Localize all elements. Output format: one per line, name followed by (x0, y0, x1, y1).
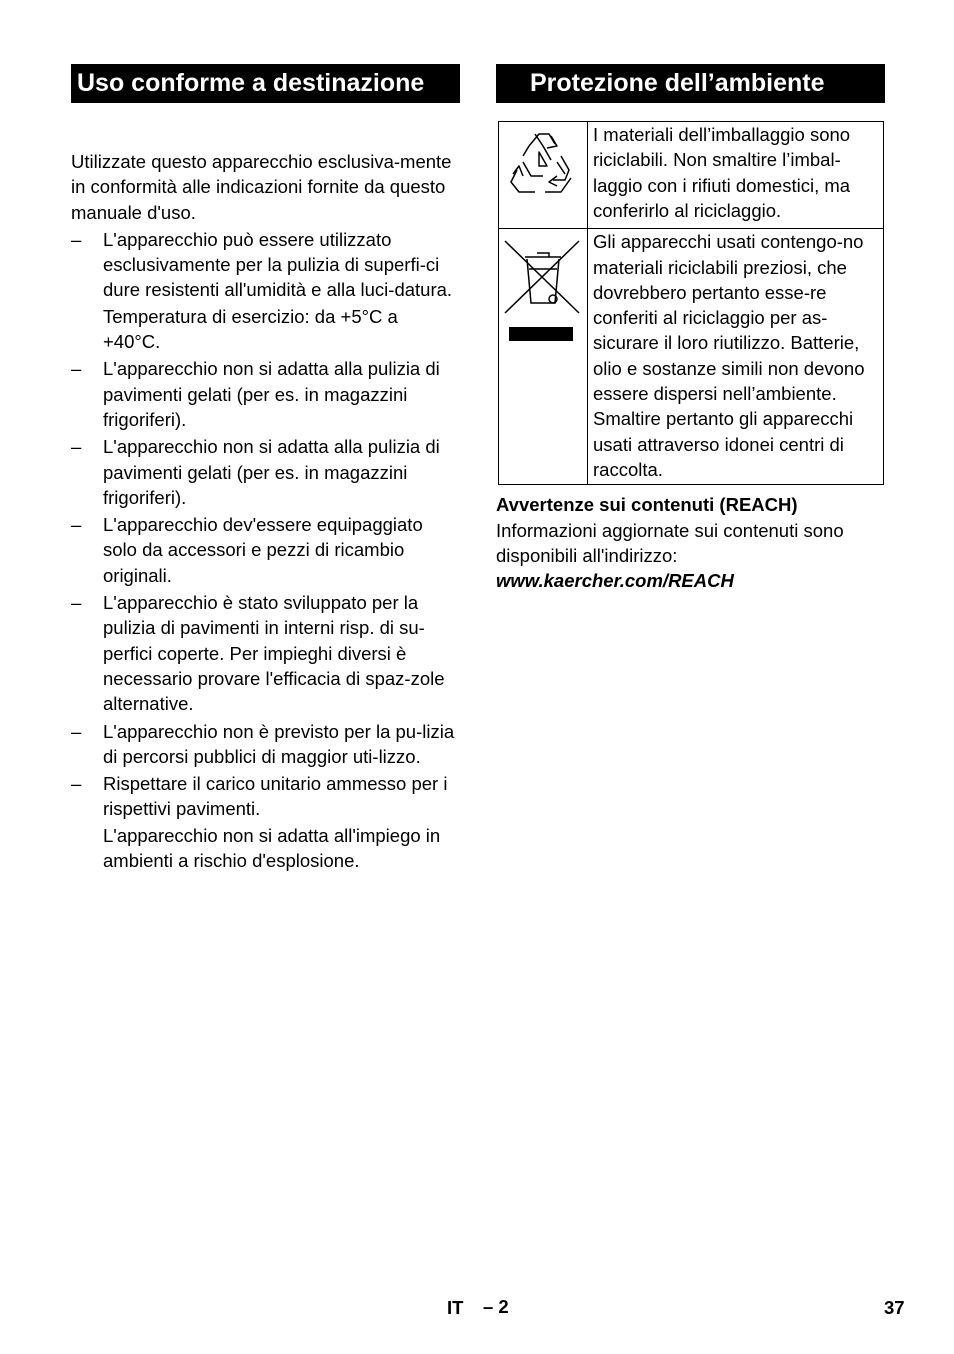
page-number: 37 (884, 1297, 905, 1318)
reach-text: Informazioni aggiornate sui contenuti sono disponibili all'indirizzo: (496, 519, 844, 566)
list-item (71, 356, 460, 432)
environment-table (498, 121, 884, 485)
crossed-out-wheelie-bin-icon (499, 229, 588, 485)
dash-bullet: – (71, 592, 82, 614)
list-item-text: L'apparecchio può essere utilizzato esclusivamente per la pulizia di superfi-ci dure resistenti all'umidità e alla luci-datura. (103, 228, 453, 301)
list-item (71, 434, 460, 510)
right-column (496, 64, 885, 593)
usage-list (71, 227, 460, 873)
row-text: I materiali dell’imballaggio sono riciclabili. Non smaltire l’imbal-laggio con i rifiuti domestici, ma conferirlo al riciclaggio. (588, 122, 884, 229)
dash-bullet: – (71, 436, 82, 458)
dash-bullet: – (71, 773, 82, 795)
dash-bullet: – (71, 720, 82, 742)
dash-bullet: – (71, 358, 82, 380)
row-text: Gli apparecchi usati contengo-no materiali riciclabili preziosi, che dovrebbero pertanto esse-re conferiti al riciclaggio per as-sicurare il loro riutilizzo. Batterie, olio e sostanze simili non devono essere dispersi nell’ambiente. Smaltire pertanto gli apparecchi usati attraverso idonei centri di raccolta. (588, 229, 884, 485)
table-row (499, 229, 884, 485)
footer-language: IT (447, 1297, 464, 1318)
footer-section: – 2 (483, 1296, 509, 1317)
list-item (71, 512, 460, 588)
section-heading-environment: Protezione dell’ambiente (496, 64, 885, 103)
list-item-extra: L'apparecchio non si adatta all'impiego in ambienti a rischio d'esplosione. (103, 824, 441, 872)
table-row (499, 122, 884, 229)
list-item-text: L'apparecchio non si adatta alla pulizia di pavimenti gelati (per es. in magazzini frigoriferi). (103, 436, 440, 508)
list-item-text: L'apparecchio è stato sviluppato per la pulizia di pavimenti in interni risp. di su-perfici coperte. Per impieghi diversi è necessario provare l'efficacia di spaz-zole alternative. (103, 592, 445, 715)
recycling-icon (499, 122, 588, 229)
reach-url: www.kaercher.com/REACH (496, 570, 734, 592)
list-item (71, 590, 460, 716)
reach-title: Avvertenze sui contenuti (REACH) (496, 494, 798, 516)
list-item (71, 771, 460, 873)
list-item-extra: Temperatura di esercizio: da +5°C a +40°C. (103, 305, 398, 353)
section-heading-intended-use: Uso conforme a destinazione (71, 64, 460, 103)
dash-bullet: – (71, 514, 82, 536)
list-item-text: Rispettare il carico unitario ammesso per i rispettivi pavimenti. (103, 773, 448, 820)
list-item (71, 719, 460, 770)
dash-bullet: – (71, 228, 82, 250)
intro-paragraph: Utilizzate questo apparecchio esclusiva-mente in conformità alle indicazioni fornite da questo manuale d'uso. (71, 151, 452, 223)
list-item (71, 227, 460, 354)
list-item-text: L'apparecchio non si adatta alla pulizia di pavimenti gelati (per es. in magazzini frigoriferi). (103, 358, 440, 430)
list-item-text: L'apparecchio non è previsto per la pu-lizia di percorsi pubblici di maggior uti-lizzo. (103, 720, 455, 767)
list-item-text: L'apparecchio dev'essere equipaggiato solo da accessori e pezzi di ricambio originali. (103, 514, 423, 586)
left-column (71, 64, 460, 873)
